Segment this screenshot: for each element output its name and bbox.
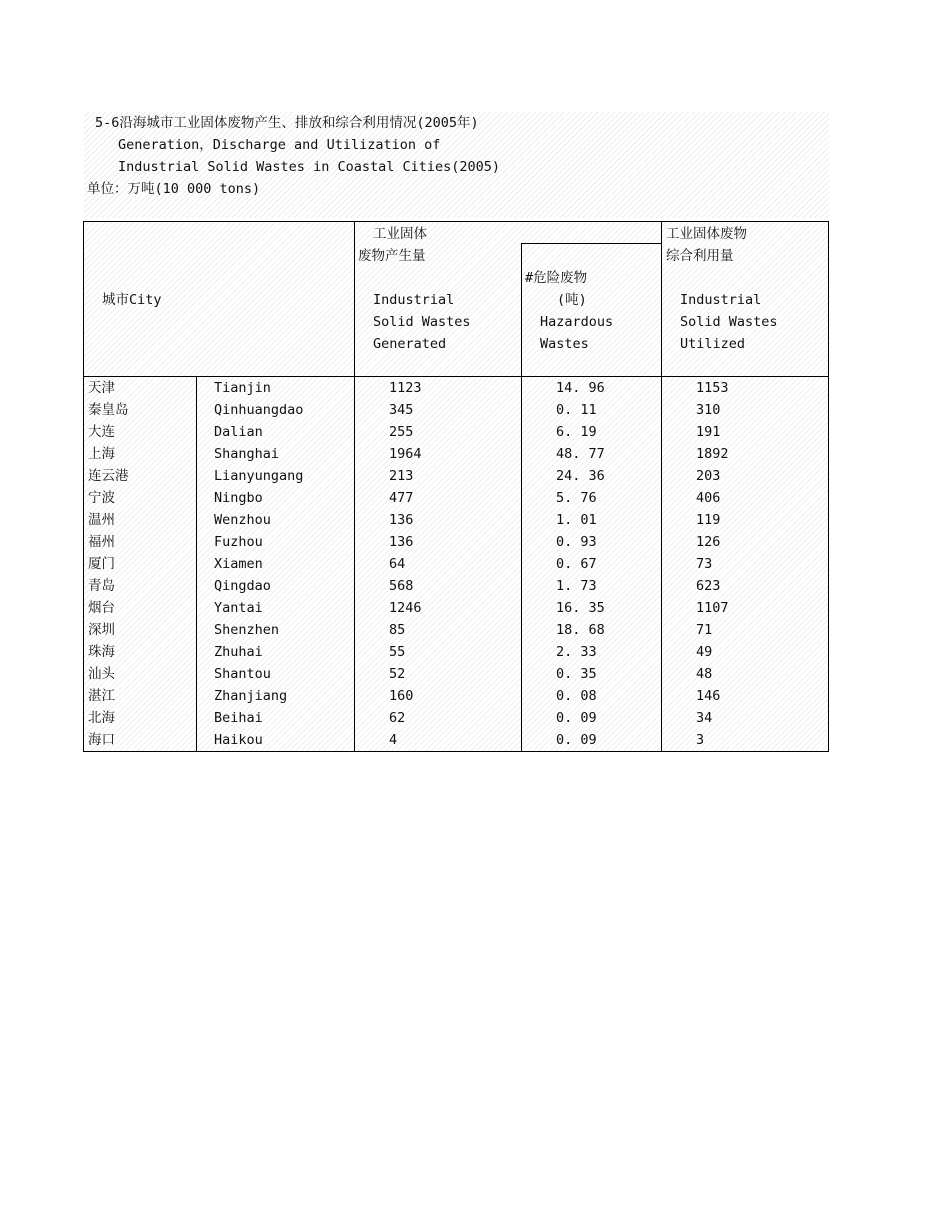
table-row — [84, 685, 830, 707]
table-row — [84, 399, 830, 421]
city-zh: 宁波 — [88, 490, 115, 506]
utilized-value: 191 — [696, 424, 721, 440]
header-utilized-zh2: 综合利用量 — [666, 248, 734, 264]
unit-label: 单位：万吨(10 000 tons) — [87, 181, 261, 197]
table-row — [84, 619, 830, 641]
hazardous-value: 0. 08 — [556, 688, 597, 704]
utilized-value: 48 — [696, 666, 713, 682]
city-zh: 福州 — [88, 534, 115, 550]
utilized-value: 1107 — [696, 600, 729, 616]
city-en: Shenzhen — [214, 622, 280, 638]
table-row — [84, 707, 830, 729]
header-utilized-en3: Utilized — [680, 336, 746, 352]
table-row — [84, 421, 830, 443]
city-zh: 连云港 — [88, 468, 129, 484]
city-zh: 海口 — [88, 732, 115, 748]
utilized-value: 73 — [696, 556, 713, 572]
table-row — [84, 509, 830, 531]
city-en: Shanghai — [214, 446, 280, 462]
utilized-value: 126 — [696, 534, 721, 550]
city-en: Dalian — [214, 424, 263, 440]
hazardous-value: 2. 33 — [556, 644, 597, 660]
city-en: Yantai — [214, 600, 263, 616]
city-zh: 北海 — [88, 710, 115, 726]
city-en: Qinhuangdao — [214, 402, 304, 418]
table-row — [84, 443, 830, 465]
hazardous-top-rule — [521, 243, 661, 244]
header-hazardous-zh2: (吨) — [557, 292, 587, 308]
data-table — [83, 221, 829, 752]
city-zh: 秦皇岛 — [88, 402, 129, 418]
utilized-value: 406 — [696, 490, 721, 506]
generated-value: 1123 — [389, 380, 422, 396]
hazardous-value: 1. 01 — [556, 512, 597, 528]
utilized-value: 119 — [696, 512, 721, 528]
utilized-value: 34 — [696, 710, 713, 726]
header-generated-zh1: 工业固体 — [373, 226, 427, 242]
table-row — [84, 377, 830, 399]
city-en: Zhanjiang — [214, 688, 288, 704]
table-title-en-line1: Generation，Discharge and Utilization of — [118, 137, 441, 153]
generated-value: 52 — [389, 666, 406, 682]
header-generated-zh2: 废物产生量 — [358, 248, 426, 264]
generated-value: 136 — [389, 534, 414, 550]
utilized-value: 1892 — [696, 446, 729, 462]
utilized-value: 3 — [696, 732, 705, 748]
utilized-value: 146 — [696, 688, 721, 704]
city-en: Shantou — [214, 666, 271, 682]
utilized-value: 49 — [696, 644, 713, 660]
header-generated-en1: Industrial — [373, 292, 455, 308]
utilized-value: 203 — [696, 468, 721, 484]
hazardous-value: 0. 67 — [556, 556, 597, 572]
generated-value: 213 — [389, 468, 414, 484]
hazardous-value: 1. 73 — [556, 578, 597, 594]
generated-value: 477 — [389, 490, 414, 506]
city-zh: 珠海 — [88, 644, 115, 660]
header-utilized-en1: Industrial — [680, 292, 762, 308]
header-city: 城市City — [102, 292, 162, 308]
hazardous-value: 0. 09 — [556, 710, 597, 726]
table-title-zh: 5-6沿海城市工业固体废物产生、排放和综合利用情况(2005年) — [95, 115, 479, 131]
table-row — [84, 663, 830, 685]
generated-value: 345 — [389, 402, 414, 418]
city-en: Beihai — [214, 710, 263, 726]
header-hazardous-en1: Hazardous — [540, 314, 614, 330]
city-en: Xiamen — [214, 556, 263, 572]
city-zh: 厦门 — [88, 556, 115, 572]
city-en: Fuzhou — [214, 534, 263, 550]
city-en: Haikou — [214, 732, 263, 748]
city-zh: 大连 — [88, 424, 115, 440]
table-row — [84, 531, 830, 553]
header-generated-en3: Generated — [373, 336, 447, 352]
hazardous-value: 14. 96 — [556, 380, 605, 396]
city-zh: 烟台 — [88, 600, 115, 616]
city-zh: 湛江 — [88, 688, 115, 704]
generated-value: 1246 — [389, 600, 422, 616]
utilized-value: 623 — [696, 578, 721, 594]
hazardous-value: 18. 68 — [556, 622, 605, 638]
generated-value: 85 — [389, 622, 406, 638]
city-zh: 温州 — [88, 512, 115, 528]
city-en: Qingdao — [214, 578, 271, 594]
city-en: Zhuhai — [214, 644, 263, 660]
generated-value: 4 — [389, 732, 398, 748]
generated-value: 62 — [389, 710, 406, 726]
hazardous-value: 5. 76 — [556, 490, 597, 506]
table-row — [84, 575, 830, 597]
header-utilized-en2: Solid Wastes — [680, 314, 778, 330]
hazardous-value: 0. 09 — [556, 732, 597, 748]
table-row — [84, 487, 830, 509]
table-row — [84, 641, 830, 663]
header-utilized-zh1: 工业固体废物 — [666, 226, 747, 242]
utilized-value: 71 — [696, 622, 713, 638]
city-zh: 青岛 — [88, 578, 115, 594]
city-zh: 天津 — [88, 380, 115, 396]
generated-value: 255 — [389, 424, 414, 440]
hazardous-value: 16. 35 — [556, 600, 605, 616]
utilized-value: 1153 — [696, 380, 729, 396]
table-row — [84, 597, 830, 619]
generated-value: 136 — [389, 512, 414, 528]
generated-value: 64 — [389, 556, 406, 572]
hazardous-value: 0. 93 — [556, 534, 597, 550]
header-hazardous-en2: Wastes — [540, 336, 589, 352]
header-generated-en2: Solid Wastes — [373, 314, 471, 330]
city-en: Tianjin — [214, 380, 271, 396]
hazardous-value: 6. 19 — [556, 424, 597, 440]
city-zh: 汕头 — [88, 666, 115, 682]
hazardous-value: 48. 77 — [556, 446, 605, 462]
generated-value: 55 — [389, 644, 406, 660]
header-hazardous-zh1: #危险废物 — [525, 270, 588, 286]
generated-value: 1964 — [389, 446, 422, 462]
hazardous-value: 0. 11 — [556, 402, 597, 418]
generated-value: 568 — [389, 578, 414, 594]
hazardous-value: 24. 36 — [556, 468, 605, 484]
table-title-en-line2: Industrial Solid Wastes in Coastal Cities(2005) — [118, 159, 501, 175]
generated-value: 160 — [389, 688, 414, 704]
hazardous-value: 0. 35 — [556, 666, 597, 682]
table-row — [84, 729, 830, 751]
table-row — [84, 553, 830, 575]
utilized-value: 310 — [696, 402, 721, 418]
table-row — [84, 465, 830, 487]
city-en: Ningbo — [214, 490, 263, 506]
city-en: Wenzhou — [214, 512, 271, 528]
city-en: Lianyungang — [214, 468, 304, 484]
city-zh: 上海 — [88, 446, 115, 462]
city-zh: 深圳 — [88, 622, 115, 638]
